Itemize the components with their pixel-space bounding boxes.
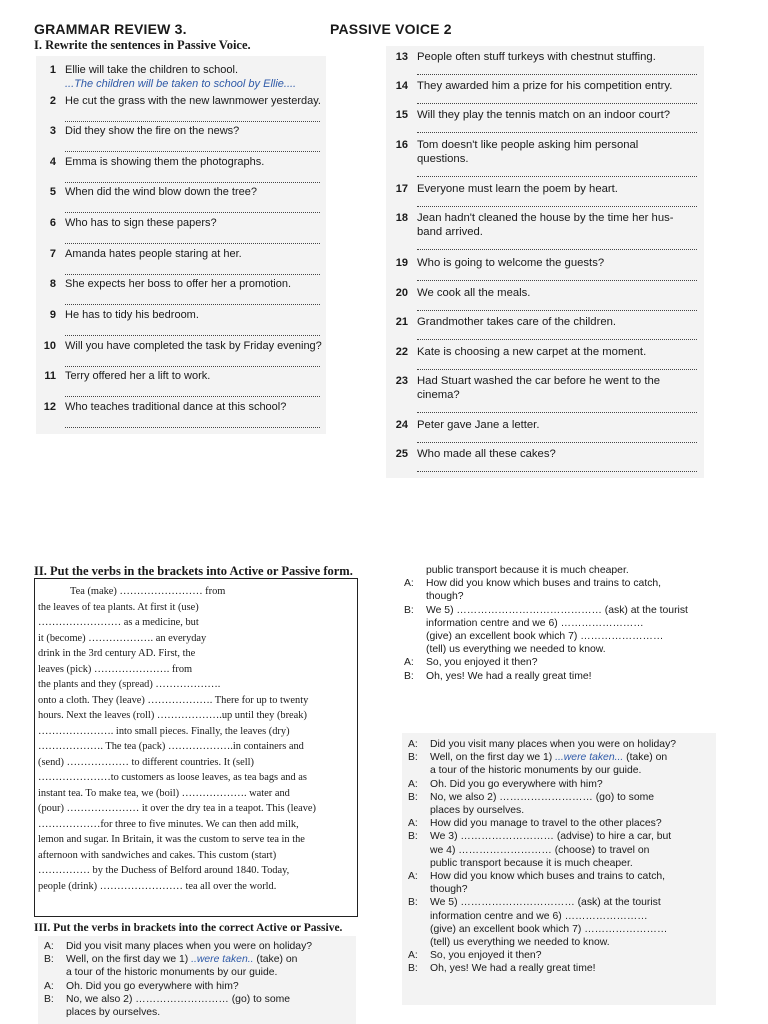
dialog-text: (tell) us everything we needed to know. [430,937,610,949]
exercise-number: 8 [49,278,56,290]
speaker-label: B: [408,831,418,843]
tea-text-line: instant tea. To make tea, we (boil) ………………. water and [38,787,290,799]
tea-text-line: …………………. into small pieces. Finally, the leaves (dry) [38,725,290,737]
exercise-sentence: Emma is showing them the photographs. [65,156,265,168]
answer-line [417,74,697,75]
answer-line [65,274,320,275]
dialog-text: How did you know which buses and trains to catch, [426,578,662,590]
exercise-sentence: He has to tidy his bedroom. [65,309,199,321]
speaker-label [404,590,426,603]
dialog-text: Well, on the first day we 1) ...were taken... (take) on [430,752,668,764]
exercise-sentence: Who made all these cakes? [417,448,556,460]
answer-line [65,304,320,305]
tea-text-line: Tea (make) …………………… from [70,586,226,597]
tea-text-line: onto a cloth. They (leave) ………………. There for up to twenty [38,694,309,706]
exercise-number: 15 [395,109,408,121]
answer-line [417,412,697,413]
dialog-text: We 5) …………………………… (ask) at the tourist [430,897,661,909]
answer-line [417,103,697,104]
exercise-number: 14 [395,80,408,92]
exercise-number: 20 [395,287,408,299]
exercise-sentence: They awarded him a prize for his competition entry. [417,80,673,92]
speaker-label: B: [44,954,54,966]
exercise-number: 23 [395,375,408,387]
speaker-label: A: [408,818,418,830]
exercise-sentence: Who teaches traditional dance at this school? [65,401,287,413]
tea-text-line: it (become) ………………. an everyday [38,632,207,644]
answer-line [417,471,697,472]
dialog-text: We 3) ……………………… (advise) to hire a car, but [430,831,672,843]
dialog-line [408,764,676,777]
tea-text-line: afternoon with sandwiches and cakes. This custom (start) [38,849,277,861]
example-answer: ...were taken... [555,752,624,764]
dialog-line [408,870,676,883]
exercise-sentence: Peter gave Jane a letter. [417,419,540,431]
dialog-line [404,630,688,643]
tea-text-line: …………… by the Duchess of Belford around 1840. Today, [38,865,290,876]
dialog-text: No, we also 2) ……………………… (go) to some [66,993,291,1005]
dialog-text: (give) an excellent book which 7) …………………… [426,631,664,643]
dialog-text: though? [426,591,464,603]
answer-line [417,280,697,281]
dialog-text: public transport because it is much cheaper. [430,857,633,869]
exercise-sentence: Grandmother takes care of the children. [417,316,617,328]
dialog-text: Did you visit many places when you were on holiday? [430,739,677,750]
dialog-text: Did you visit many places when you were on holiday? [66,941,313,952]
dialog-line [408,751,676,764]
exercise-answer-example: ...The children will be taken to school by Ellie.... [65,78,297,90]
dialog-continuation-top [404,564,688,683]
dialog-right [408,738,676,976]
answer-line [417,369,697,370]
exercise-sentence: We cook all the meals. [417,287,531,299]
dialog-line [408,896,676,909]
exercise-number: 12 [43,401,56,413]
exercise-number: 22 [395,346,408,358]
exercise-number: 11 [44,370,56,382]
tea-text-line: the plants and they (spread) ………………. [38,679,221,690]
dialog-text: public transport because it is much cheaper. [426,565,629,576]
section-1-heading: I. Rewrite the sentences in Passive Voice. [34,38,251,52]
exercise-number: 5 [49,186,56,198]
tea-text-line: ………………for three to five minutes. We can then add milk, [38,818,299,830]
speaker-label: B: [408,963,418,975]
dialog-text: we 4) ……………………… (choose) to travel on [430,844,650,856]
dialog-text: a tour of the historic monuments by our guide. [66,967,278,979]
speaker-label [44,966,66,979]
tea-text-line: (send) ……………… to different countries. It (sell) [38,756,254,768]
exercise-number: 25 [395,448,408,460]
dialog-bottom-left [44,940,312,1019]
dialog-line [404,604,688,617]
dialog-line [404,656,688,669]
exercise-sentence: Who has to sign these papers? [65,217,217,229]
section-2-heading: II. Put the verbs in the brackets into Active or Passive form. [34,564,353,578]
speaker-label [408,923,430,936]
exercise-sentence: Did they show the fire on the news? [65,125,240,137]
tea-text-line: leaves (pick) …………………. from [38,663,193,675]
answer-line [65,243,320,244]
exercise-sentence: When did the wind blow down the tree? [65,186,258,198]
speaker-label: A: [408,778,418,790]
speaker-label [404,617,426,630]
tea-text-line: …………………… as a medicine, but [38,617,199,628]
dialog-line [404,590,688,603]
tea-gap-fill-text [38,584,316,894]
dialog-text: (give) an excellent book which 7) …………………… [430,923,668,935]
answer-line [65,151,320,152]
answer-line [417,310,697,311]
exercise-sentence: People often stuff turkeys with chestnut stuffing. [417,51,656,63]
speaker-label: B: [408,897,418,909]
dialog-text: Oh. Did you go everywhere with him? [66,980,239,992]
speaker-label: A: [408,950,418,962]
exercise-sentence: Tom doesn't like people asking him personal [417,139,639,151]
dialog-text: information centre and we 6) …………………… [430,910,648,922]
dialog-line [404,564,688,577]
dialog-text: No, we also 2) ……………………… (go) to some [430,791,655,803]
dialog-text: How did you manage to travel to the other places? [430,818,662,830]
exercise-number: 10 [43,340,56,352]
speaker-label: A: [44,941,54,952]
speaker-label: A: [408,871,418,883]
dialog-line [408,923,676,936]
tea-text-line: (pour) ………………… it over the dry tea in a teapot. This (leave) [38,803,316,814]
dialog-line [408,738,676,751]
exercise-sentence-continued: band arrived. [417,226,483,238]
exercise-sentence: Jean hadn't cleaned the house by the time her hus- [417,212,674,224]
exercise-number: 4 [49,156,56,168]
dialog-text: places by ourselves. [66,1007,161,1019]
dialog-line [408,844,676,857]
exercise-sentence-continued: questions. [417,153,469,165]
speaker-label [404,643,426,656]
dialog-text: Oh, yes! We had a really great time! [430,963,596,975]
answer-line [65,212,320,213]
exercise-sentence: Had Stuart washed the car before he went to the [417,375,661,387]
dialog-line [404,577,688,590]
speaker-label [404,630,426,643]
speaker-label [408,857,430,870]
exercise-number: 7 [49,248,56,260]
answer-line [65,366,320,367]
exercise-number: 18 [395,212,408,224]
dialog-line [404,643,688,656]
answer-line [417,206,697,207]
speaker-label: B: [404,604,414,616]
dialog-text: So, you enjoyed it then? [426,657,538,669]
speaker-label: A: [404,657,414,669]
answer-line [417,442,697,443]
exercise-sentence: He cut the grass with the new lawnmower yesterday. [65,95,321,107]
tea-text-line: drink in the 3rd century AD. First, the [38,648,196,659]
speaker-label [408,764,430,777]
dialog-line [408,791,676,804]
worksheet-topic: PASSIVE VOICE 2 [330,21,452,37]
answer-line [65,427,320,428]
exercise-number: 19 [395,257,408,269]
speaker-label [44,1006,66,1019]
exercise-number: 9 [49,309,56,321]
answer-line [65,335,320,336]
dialog-text: Oh. Did you go everywhere with him? [430,778,603,790]
exercise-sentence: Ellie will take the children to school. [65,64,239,76]
speaker-label [408,804,430,817]
exercise-number: 21 [395,316,408,328]
section-3-heading: III. Put the verbs in brackets into the correct Active or Passive. [34,922,343,934]
dialog-line [408,962,676,975]
tea-text-line: …………………to customers as loose leaves, as tea bags and as [38,772,307,783]
dialog-text: So, you enjoyed it then? [430,950,542,962]
exercise-sentence: Kate is choosing a new carpet at the moment. [417,346,647,358]
dialog-line [44,953,312,966]
dialog-text: Well, on the first day we 1) ..were taken.. (take) on [66,954,298,966]
exercise-sentence-continued: cinema? [417,389,460,401]
dialog-text: How did you know which buses and trains to catch, [430,871,666,883]
speaker-label: A: [44,980,54,992]
speaker-label [408,936,430,949]
speaker-label [408,844,430,857]
speaker-label: B: [44,993,54,1005]
tea-text-line: the leaves of tea plants. At first it (use) [38,601,199,613]
exercise-sentence: Everyone must learn the poem by heart. [417,183,618,195]
dialog-text: though? [430,884,468,896]
exercise-sentence: Amanda hates people staring at her. [65,248,242,260]
speaker-label: B: [404,670,414,682]
exercise-sentence: She expects her boss to offer her a promotion. [65,278,292,290]
tea-text-line: people (drink) …………………… tea all over the world. [38,880,277,892]
exercise-sentence: Will you have completed the task by Friday evening? [65,340,322,352]
speaker-label: A: [408,739,418,750]
tea-text-line: hours. Next the leaves (roll) ……………….up until they (break) [38,710,307,721]
exercise-number: 13 [395,51,408,63]
exercise-number: 1 [49,64,56,76]
dialog-line [408,883,676,896]
dialog-text: (tell) us everything we needed to know. [426,644,606,656]
dialog-text: information centre and we 6) …………………… [426,617,644,629]
speaker-label: A: [404,578,414,590]
dialog-line [408,910,676,923]
dialog-text: We 5) …………………………………… (ask) at the tourist [426,604,688,616]
dialog-line [44,966,312,979]
speaker-label: B: [408,791,418,803]
dialog-line [408,817,676,830]
dialog-text: Oh, yes! We had a really great time! [426,670,592,682]
speaker-label [408,910,430,923]
dialog-line [408,936,676,949]
speaker-label [408,883,430,896]
dialog-line [404,670,688,683]
dialog-line [408,857,676,870]
exercise-number: 17 [395,183,408,195]
dialog-line [408,778,676,791]
answer-line [417,249,697,250]
answer-line [65,182,320,183]
dialog-line [408,804,676,817]
dialog-text: places by ourselves. [430,805,525,817]
exercise-sentence: Will they play the tennis match on an indoor court? [417,109,671,121]
tea-text-line: ………………. The tea (pack) ……………….in containers and [38,741,304,752]
answer-line [417,339,697,340]
dialog-text: a tour of the historic monuments by our guide. [430,765,642,777]
dialog-line [44,980,312,993]
exercise-number: 6 [49,217,56,229]
answer-line [65,121,320,122]
answer-line [65,396,320,397]
exercise-number: 16 [395,139,408,151]
dialog-line [44,1006,312,1019]
speaker-label [404,564,426,577]
exercise-number: 3 [49,125,56,137]
exercise-sentence: Terry offered her a lift to work. [65,370,211,382]
tea-text-line: lemon and sugar. In Britain, it was the custom to serve tea in the [38,834,305,845]
example-answer: ..were taken.. [191,954,254,966]
exercise-number: 24 [395,419,408,431]
worksheet-title: GRAMMAR REVIEW 3. [34,21,187,37]
speaker-label: B: [408,752,418,764]
dialog-line [44,993,312,1006]
dialog-line [44,940,312,953]
dialog-line [408,830,676,843]
dialog-line [408,949,676,962]
answer-line [417,132,697,133]
exercise-number: 2 [49,95,56,107]
answer-line [417,176,697,177]
dialog-line [404,617,688,630]
exercise-sentence: Who is going to welcome the guests? [417,257,605,269]
